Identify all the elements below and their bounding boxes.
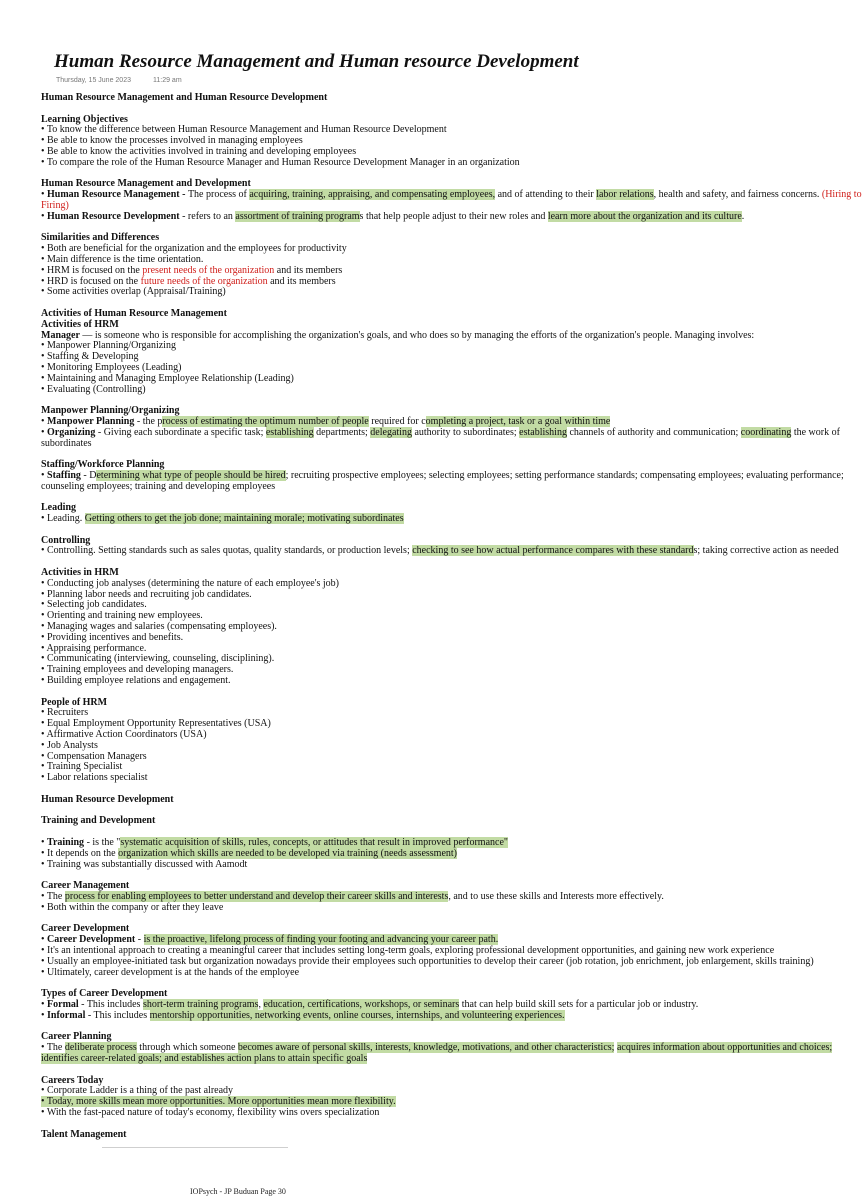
list-item: • Appraising performance. (41, 642, 147, 654)
highlight: ompleting a project, task or a goal within time (425, 415, 611, 427)
highlight: delegating (370, 426, 412, 438)
highlight: acquires information about opportunities and choices; (616, 1042, 833, 1054)
list-item: • Planning labor needs and recruiting job candidates. (41, 588, 252, 600)
list-item: • Job Analysts (41, 739, 98, 751)
document-body (41, 92, 862, 1140)
highlight: education, certifications, workshops, or seminars (263, 998, 460, 1010)
list-item: • Training employees and developing managers. (41, 664, 234, 676)
list-item: • Training Specialist (41, 761, 123, 773)
list-item: • Formal - This includes short-term training programs, education, certifications, workshops, or seminars that can help build skill sets for a particular job or industry. (41, 998, 699, 1010)
list-item: • Conducting job analyses (determining the nature of each employee's job) (41, 577, 339, 589)
section-title: Manpower Planning/Organizing (41, 405, 180, 417)
highlight: systematic acquisition of skills, rules, concepts, or attitudes that result in improved performance" (120, 836, 508, 848)
list-item: • Corporate Ladder is a thing of the past already (41, 1085, 234, 1097)
highlight: checking to see how actual performance compares with these standard (412, 545, 694, 557)
section-title: Learning Objectives (41, 113, 128, 125)
section-title: Types of Career Development (41, 988, 168, 1000)
date-text: Thursday, 15 June 2023 (56, 77, 131, 84)
list-item: • Staffing - Determining what type of people should be hired; recruiting prospective employees; selecting employees; setting performance standards; compensating employees; evaluating performance; (41, 469, 844, 481)
highlight: coordinating (740, 426, 792, 438)
list-item: • Labor relations specialist (41, 772, 148, 784)
subsection-title: Activities of HRM (41, 318, 119, 330)
list-item: • Organizing - Giving each subordinate a specific task; establishing departments; delegating authority to subordinates; establishing channels of authority and communication; coordinating the work of (41, 426, 840, 438)
list-item: • Human Resource Management - The process of acquiring, training, appraising, and compensating employees, and of attending to their labor relations, health and safety, and fairness concerns. (Hiring to (41, 189, 862, 201)
list-item: • Be able to know the activities involved in training and developing employees (41, 145, 357, 157)
list-item-continued: counseling employees; training and developing employees (41, 480, 276, 492)
page-title: Human Resource Management and Human resource Development (54, 51, 579, 72)
section-title: Controlling (41, 534, 91, 546)
section-title: People of HRM (41, 696, 108, 708)
red-note: Firing) (41, 199, 69, 211)
highlight: learn more about the organization and its culture (547, 210, 742, 222)
page-footer: IOPsych - JP Buduan Page 30 (190, 1187, 286, 1196)
list-item: • It depends on the organization which skills are needed to be developed via training (needs assessment) (41, 847, 457, 859)
list-item: • Training - is the "systematic acquisition of skills, rules, concepts, or attitudes that result in improved performance" (41, 836, 508, 848)
subsection-title: Training and Development (41, 815, 156, 827)
list-item: • Orienting and training new employees. (41, 610, 203, 622)
highlight: • Today, more skills mean more opportunities. More opportunities mean more flexibility. (41, 1096, 396, 1108)
list-item: • Controlling. Setting standards such as sales quotas, quality standards, or production levels; checking to see how actual performance compares with these standards; taking corrective action as needed (41, 545, 839, 557)
highlight: assortment of training program (235, 210, 360, 222)
section-title: Career Planning (41, 1031, 112, 1043)
list-item: • The deliberate process through which someone becomes aware of personal skills, interests, knowledge, motivations, and other characteristics; acquires information about opportunities and choices; (41, 1042, 833, 1054)
list-item: • Manpower Planning - the process of estimating the optimum number of people required for completing a project, task or a goal within time (41, 415, 611, 427)
highlight: deliberate process (64, 1042, 137, 1054)
list-item: • Providing incentives and benefits. (41, 631, 184, 643)
page-date (56, 76, 182, 85)
list-item: • Usually an employee-initiated task but organization nowadays provide their employees such opportunities to develop their career (job rotation, job enrichment, job enlargement, skills training) (41, 955, 814, 967)
section-title: Activities in HRM (41, 567, 119, 579)
red-note: (Hiring to (821, 189, 862, 201)
list-item: • Maintaining and Managing Employee Relationship (Leading) (41, 372, 294, 384)
list-item: • Human Resource Development - refers to an assortment of training programs that help people adjust to their new roles and learn more about the organization and its culture. (41, 210, 745, 222)
list-item: • Communicating (interviewing, counseling, disciplining). (41, 653, 275, 665)
highlight: becomes aware of personal skills, interests, knowledge, motivations, and other characteristics; (237, 1042, 615, 1054)
list-item: • HRM is focused on the present needs of the organization and its members (41, 264, 343, 276)
list-item: • Managing wages and salaries (compensating employees). (41, 621, 277, 633)
highlight: rocess of estimating the optimum number of people (162, 415, 369, 427)
list-item: • Training was substantially discussed with Aamodt (41, 858, 248, 870)
list-item: • To compare the role of the Human Resource Manager and Human Resource Development Manager in an organization (41, 156, 520, 168)
highlight: is the proactive, lifelong process of finding your footing and advancing your career path. (143, 934, 499, 946)
red-note: future needs of the organization (140, 275, 268, 287)
highlight: etermining what type of people should be hired (96, 469, 286, 481)
list-item: • Building employee relations and engagement. (41, 675, 231, 687)
highlight: labor relations (596, 189, 654, 201)
time-text: 11:29 am (152, 77, 182, 84)
list-item: • Equal Employment Opportunity Representatives (USA) (41, 718, 271, 730)
list-item-continued (41, 1054, 849, 1065)
list-item: • Ultimately, career development is at the hands of the employee (41, 966, 300, 978)
section-title: Career Management (41, 880, 130, 892)
list-item: • Career Development - is the proactive, lifelong process of finding your footing and advancing your career path. (41, 934, 499, 946)
highlight: establishing (265, 426, 314, 438)
list-item: • Staffing & Developing (41, 351, 139, 363)
manager-definition: Manager — is someone who is responsible for accomplishing the organization's goals, and who does so by managing the efforts of the organization's people. Managing involves: (41, 329, 755, 341)
section-title: Careers Today (41, 1074, 104, 1086)
list-item: • Main difference is the time orientation. (41, 253, 204, 265)
highlight: Getting others to get the job done; maintaining morale; motivating subordinates (84, 513, 404, 525)
section-title: Career Development (41, 923, 130, 935)
section-title: Talent Management (41, 1128, 127, 1140)
list-item-continued: subordinates (41, 437, 92, 449)
section-title: Human Resource Development (41, 793, 174, 805)
section-title: Staffing/Workforce Planning (41, 459, 165, 471)
list-item: • Both are beneficial for the organization and the employees for productivity (41, 243, 347, 255)
list-item: • The process for enabling employees to better understand and develop their career skills and interests, and to use these skills and Interests more effectively. (41, 890, 664, 902)
list-item: • Be able to know the processes involved in managing employees (41, 135, 303, 147)
highlight: short-term training programs (142, 998, 259, 1010)
highlight: mentorship opportunities, networking events, online courses, internships, and volunteering experiences. (149, 1009, 565, 1021)
section-title: Activities of Human Resource Management (41, 307, 227, 319)
highlight: process for enabling employees to better understand and develop their career skills and interests (64, 890, 449, 902)
list-item: • To know the difference between Human Resource Management and Human Resource Development (41, 124, 447, 136)
list-item: • Compensation Managers (41, 750, 147, 762)
doc-heading: Human Resource Management and Human Resource Development (41, 92, 328, 103)
list-item: • Informal - This includes mentorship opportunities, networking events, online courses, internships, and volunteering experiences. (41, 1009, 565, 1021)
list-item: • Recruiters (41, 707, 89, 719)
list-item: • Affirmative Action Coordinators (USA) (41, 729, 207, 741)
highlight: establishing (519, 426, 567, 438)
list-item: • Both within the company or after they leave (41, 901, 224, 913)
list-item: • Monitoring Employees (Leading) (41, 361, 182, 373)
list-item: • Some activities overlap (Appraisal/Training) (41, 286, 226, 298)
list-item: • Selecting job candidates. (41, 599, 147, 611)
list-item: • Evaluating (Controlling) (41, 383, 146, 395)
list-item: • It's an intentional approach to creating a meaningful career that includes setting long-term goals, exploring professional development opportunities, and gaining new work experience (41, 944, 775, 956)
section-title: Similarities and Differences (41, 232, 160, 244)
list-item: • Manpower Planning/Organizing (41, 340, 176, 352)
red-note: present needs of the organization (142, 264, 275, 276)
highlight: organization which skills are needed to be developed via training (needs assessment) (118, 847, 457, 859)
list-item: • Leading. Getting others to get the job done; maintaining morale; motivating subordinates (41, 513, 404, 525)
section-title: Leading (41, 502, 77, 514)
list-item: • With the fast-paced nature of today's economy, flexibility wins overs specialization (41, 1106, 380, 1118)
highlight: acquiring, training, appraising, and compensating employees, (249, 189, 496, 201)
highlight: identifies career-related goals; and establishes action plans to attain specific goals (41, 1052, 368, 1064)
section-title: Human Resource Management and Development (41, 178, 251, 190)
footer-divider (102, 1147, 288, 1148)
list-item: • HRD is focused on the future needs of the organization and its members (41, 275, 336, 287)
